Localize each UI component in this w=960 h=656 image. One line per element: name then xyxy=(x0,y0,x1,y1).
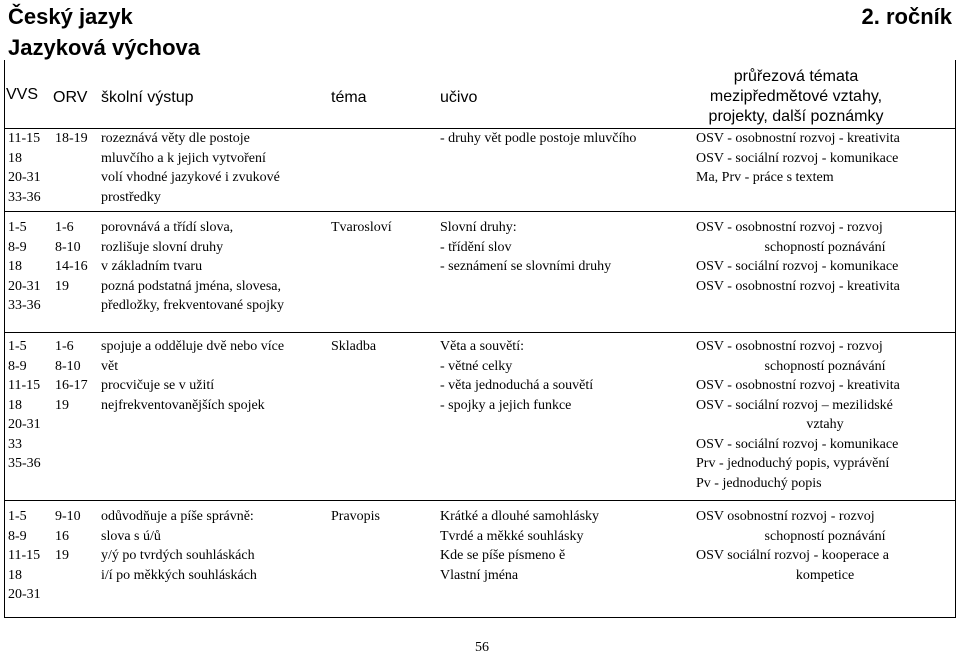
cross-cell: Ma, Prv - práce s textem xyxy=(696,170,834,185)
outcome-cell: volí vhodné jazykové i zvukové xyxy=(101,170,280,185)
orv-cell: 9-10 xyxy=(55,509,81,524)
outcome-cell: předložky, frekventované spojky xyxy=(101,298,284,313)
content-cell: Vlastní jména xyxy=(440,567,519,583)
orv-cell: 1-6 xyxy=(55,339,74,354)
grade-title: 2. ročník xyxy=(861,4,952,29)
vvs-cell: 1-5 xyxy=(8,509,27,524)
outcome-cell: procvičuje se v užití xyxy=(101,378,215,393)
vvs-cell: 18 xyxy=(8,150,22,166)
outcome-cell: rozeznává věty dle postoje xyxy=(101,131,250,146)
vvs-cell: 18 xyxy=(8,567,22,583)
vvs-cell: 20-31 xyxy=(8,278,41,294)
vvs-cell: 11-15 xyxy=(8,378,41,393)
cross-cell: kompetice xyxy=(795,567,855,583)
content-cell: Tvrdé a měkké souhlásky xyxy=(440,528,584,544)
col-cross-1: průřezová témata xyxy=(733,68,859,85)
subject-title: Český jazyk xyxy=(8,4,133,29)
col-orv: ORV xyxy=(53,89,88,106)
vvs-cell: 33-36 xyxy=(8,189,41,205)
cross-cell: OSV - osobnostní rozvoj - kreativita xyxy=(696,378,900,393)
vvs-cell: 8-9 xyxy=(8,358,27,374)
outcome-cell: mluvčího a k jejich vytvoření xyxy=(101,150,266,166)
col-cross-2: mezipředmětové vztahy, xyxy=(709,88,883,105)
outcome-cell: slova s ú/ů xyxy=(101,528,161,544)
cross-cell: OSV - osobnostní rozvoj - kreativita xyxy=(696,278,900,294)
vvs-cell: 33 xyxy=(8,436,22,452)
content-cell: - třídění slov xyxy=(440,239,512,255)
orv-cell: 19 xyxy=(55,397,69,413)
col-topic: téma xyxy=(331,89,367,106)
content-cell: - věta jednoduchá a souvětí xyxy=(440,378,594,393)
cross-cell: OSV - sociální rozvoj - komunikace xyxy=(696,259,899,274)
outcome-cell: spojuje a odděluje dvě nebo více xyxy=(101,339,285,354)
cross-cell: OSV - sociální rozvoj - komunikace xyxy=(696,436,899,452)
content-cell: - spojky a jejich funkce xyxy=(440,397,572,413)
cross-cell: OSV - osobnostní rozvoj - rozvoj xyxy=(696,220,883,235)
cross-cell: OSV - osobnostní rozvoj - kreativita xyxy=(696,131,900,146)
cross-cell: schopností poznávání xyxy=(764,358,886,374)
content-cell: Kde se píše písmeno ě xyxy=(440,548,566,563)
vvs-cell: 18 xyxy=(8,397,22,413)
vvs-cell: 20-31 xyxy=(8,170,41,185)
vvs-cell: 11-15 xyxy=(8,548,41,563)
orv-cell: 19 xyxy=(55,278,69,294)
cross-cell: OSV osobnostní rozvoj - rozvoj xyxy=(696,509,875,524)
col-content: učivo xyxy=(440,89,478,106)
vvs-cell: 35-36 xyxy=(8,456,41,471)
outcome-cell: porovnává a třídí slova, xyxy=(101,220,234,235)
topic-cell: Tvarosloví xyxy=(331,220,392,235)
vvs-cell: 11-15 xyxy=(8,131,41,146)
vvs-cell: 33-36 xyxy=(8,298,41,313)
outcome-cell: i/í po měkkých souhláskách xyxy=(101,567,257,583)
col-outcome: školní výstup xyxy=(101,89,194,106)
orv-cell: 1-6 xyxy=(55,220,74,235)
content-cell: Věta a souvětí: xyxy=(440,339,524,354)
outcome-cell: pozná podstatná jména, slovesa, xyxy=(101,278,282,294)
outcome-cell: odůvodňuje a píše správně: xyxy=(101,509,254,524)
topic-cell: Skladba xyxy=(331,339,377,354)
vvs-cell: 20-31 xyxy=(8,587,41,602)
cross-cell: OSV - sociální rozvoj – mezilidské xyxy=(696,397,893,413)
content-cell: - větné celky xyxy=(440,358,513,374)
vvs-cell: 8-9 xyxy=(8,528,27,544)
outcome-cell: v základním tvaru xyxy=(101,259,203,274)
area-title: Jazyková výchova xyxy=(8,35,201,60)
content-cell: - seznámení se slovními druhy xyxy=(440,259,612,274)
vvs-cell: 8-9 xyxy=(8,239,27,255)
vvs-cell: 1-5 xyxy=(8,339,27,354)
content-cell: - druhy vět podle postoje mluvčího xyxy=(440,131,637,146)
cross-cell: OSV - sociální rozvoj - komunikace xyxy=(696,150,899,166)
content-cell: Krátké a dlouhé samohlásky xyxy=(440,509,600,524)
topic-cell: Pravopis xyxy=(331,509,380,524)
vvs-cell: 20-31 xyxy=(8,417,41,432)
outcome-cell: y/ý po tvrdých souhláskách xyxy=(101,548,255,563)
orv-cell: 8-10 xyxy=(55,358,81,374)
orv-cell: 19 xyxy=(55,548,69,563)
content-cell: Slovní druhy: xyxy=(440,220,517,235)
cross-cell: Prv - jednoduchý popis, vyprávění xyxy=(696,456,890,471)
orv-cell: 16-17 xyxy=(55,378,88,393)
outcome-cell: rozlišuje slovní druhy xyxy=(101,239,224,255)
orv-cell: 14-16 xyxy=(55,259,88,274)
cross-cell: OSV sociální rozvoj - kooperace a xyxy=(696,548,889,563)
orv-cell: 8-10 xyxy=(55,239,81,255)
outcome-cell: nejfrekventovanějších spojek xyxy=(101,397,265,413)
outcome-cell: vět xyxy=(101,358,119,374)
col-cross-3: projekty, další poznámky xyxy=(708,108,884,125)
vvs-cell: 18 xyxy=(8,259,22,274)
orv-cell: 18-19 xyxy=(55,131,88,146)
outcome-cell: prostředky xyxy=(101,189,161,205)
page-number: 56 xyxy=(475,640,489,655)
orv-cell: 16 xyxy=(55,528,69,544)
cross-cell: schopností poznávání xyxy=(764,528,886,544)
cross-cell: Pv - jednoduchý popis xyxy=(696,475,822,491)
cross-cell: OSV - osobnostní rozvoj - rozvoj xyxy=(696,339,883,354)
vvs-cell: 1-5 xyxy=(8,220,27,235)
cross-cell: schopností poznávání xyxy=(764,239,886,255)
cross-cell: vztahy xyxy=(806,417,844,432)
col-vvs: VVS xyxy=(6,86,39,103)
